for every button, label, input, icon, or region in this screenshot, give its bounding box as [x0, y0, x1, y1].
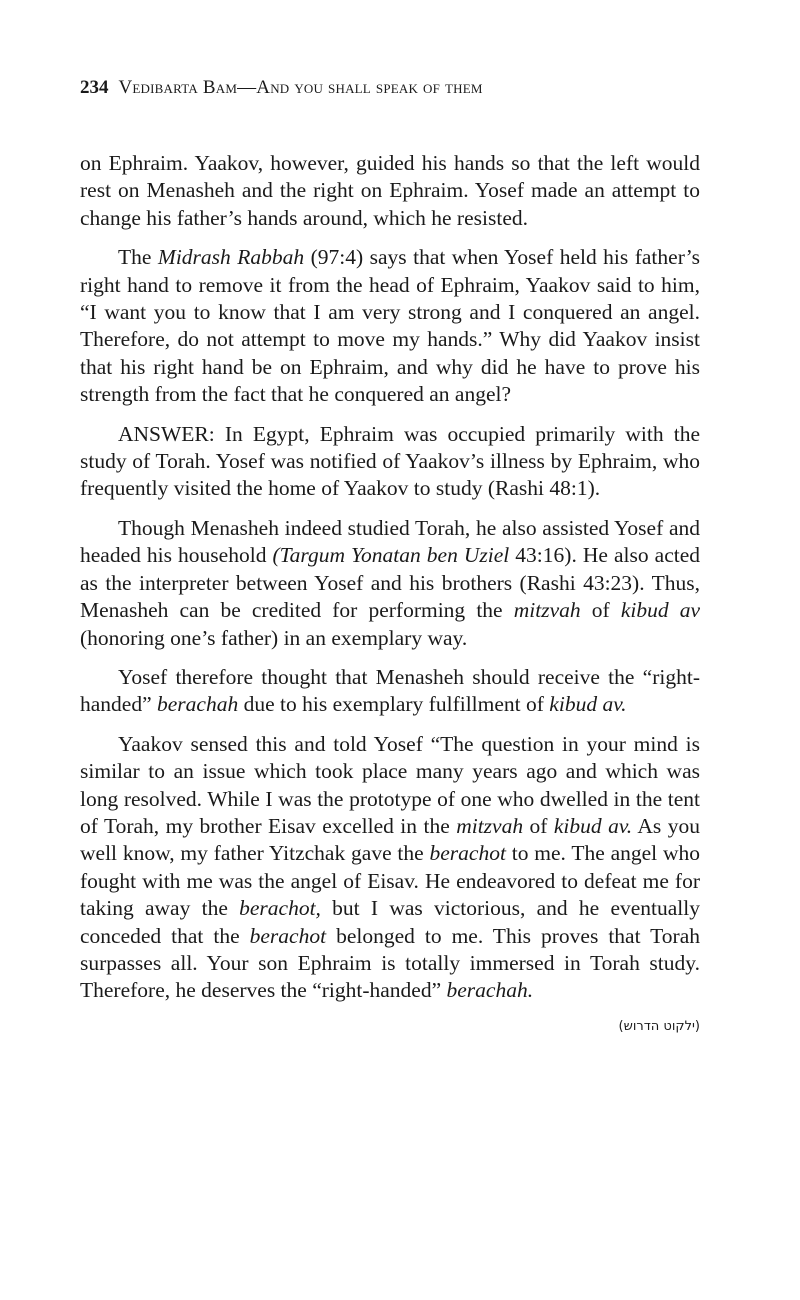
text-run: 43:16). He also acted as the interpreter between Yosef and his brothers (Rashi 43:23). Thus, Menasheh can be credited for performing the: [80, 543, 701, 623]
paragraph: [80, 664, 700, 719]
text-run: ANSWER: In Egypt, Ephraim was occupied primarily with the study of Torah. Yosef was notified of Yaakov’s illness by Ephraim, who frequently visited the home of Yaakov to study (Rashi 48:1).: [80, 421, 700, 501]
italic-run: berachot,: [239, 896, 321, 921]
italic-run: mitzvah: [456, 813, 524, 838]
text-run: (honoring one’s father) in an exemplary way.: [80, 625, 468, 650]
italic-run: (Targum Yonatan ben Uziel: [272, 543, 510, 568]
text-run: belonged to me. This proves that Torah surpasses all. Your son Ephraim is totally immersed in Torah study. Therefore, he deserves the “right-handed”: [80, 923, 700, 1003]
text-run: The: [118, 245, 158, 270]
paragraph: [80, 244, 700, 408]
paragraph: [80, 731, 700, 1005]
text-run: Yaakov sensed this and told Yosef “The question in your mind is similar to an issue which took place many years ago and which was long resolved. While I was the prototype of one who dwelled in the tent of Torah, my brother Eisav excelled in the: [80, 731, 700, 838]
text-run: but I was victorious, and he eventually conceded that the: [80, 896, 700, 948]
text-run: due to his exemplary fulfillment of: [238, 692, 550, 717]
italic-run: berachah: [157, 692, 239, 717]
book-title: Vedibarta Bam—And you shall speak of them: [118, 77, 483, 98]
body-text: [80, 150, 700, 1037]
running-head: [80, 74, 720, 102]
page-number: 234: [80, 77, 109, 98]
italic-run: Midrash Rabbah: [157, 245, 305, 270]
text-run: on Ephraim. Yaakov, however, guided his hands so that the left would rest on Menasheh and the right on Ephraim. Yosef made an attempt to change his father’s hands around, which he resisted.: [80, 151, 700, 230]
italic-run: mitzvah: [513, 598, 581, 623]
text-run: of: [580, 598, 621, 623]
text-run: to me. The angel who fought with me was the angel of Eisav. He endeavored to defeat me for taking away the: [80, 841, 700, 921]
italic-run: berachah.: [446, 978, 534, 1003]
source-reference: (ילקוט הדרוש): [618, 1018, 700, 1034]
text-run: As you well know, my father Yitzchak gave the: [80, 813, 700, 866]
paragraph: [80, 515, 700, 652]
text-run: (97:4) says that when Yosef held his father’s right hand to remove it from the head of Ephraim, Yaakov said to him, “I want you to know that I am very strong and I conquered an angel. Therefore, do not attempt to move my hands.” Why did Yaakov insist that his right hand be on Ephraim, and why did he have to prove his strength from the fact that he conquered an angel?: [80, 245, 700, 407]
text-run: Though Menasheh indeed studied Torah, he also assisted Yosef and headed his household: [80, 515, 700, 568]
italic-run: kibud av.: [553, 813, 633, 838]
italic-run: kibud av: [620, 598, 701, 623]
italic-run: berachot: [429, 841, 506, 866]
italic-run: berachot: [249, 923, 327, 948]
paragraph: [80, 421, 700, 503]
text-run: of: [523, 813, 554, 838]
italic-run: kibud av.: [549, 692, 627, 717]
text-run: Yosef therefore thought that Menasheh should receive the “right-handed”: [80, 664, 700, 717]
paragraph: [80, 150, 700, 232]
